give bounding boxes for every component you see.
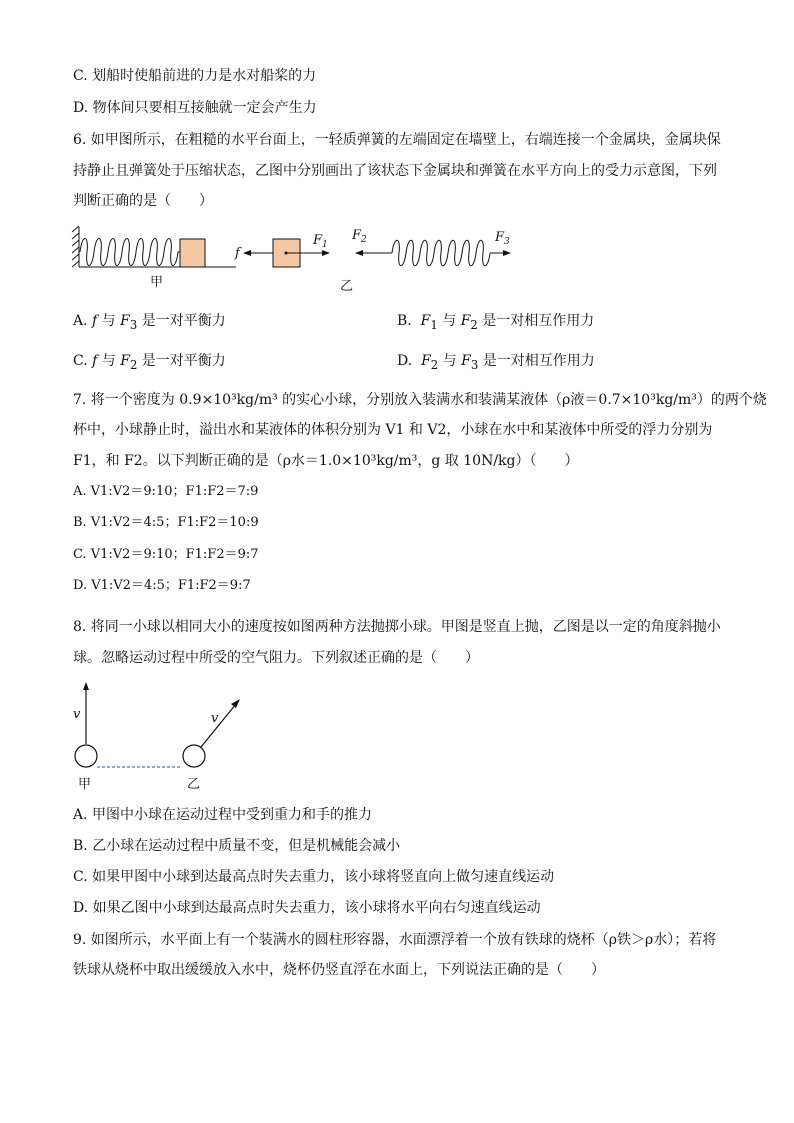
q8-figure (68, 676, 248, 796)
q8-option-c: C. 如果甲图中小球到达最高点时失去重力，该小球将竖直向上做匀速直线运动 (73, 869, 555, 885)
force-F1-label: $F_1$ (313, 233, 328, 250)
q9-line-2: 铁球从烧杯中取出缓缓放入水中，烧杯仍竖直浮在水面上，下列说法正确的是（ ） (73, 962, 605, 978)
q7-line-2: 杯中，小球静止时，溢出水和某液体的体积分别为 V1 和 V2，小球在水中和某液体中所受的浮力分别为 (73, 422, 713, 438)
option-d-prev: D. 物体间只要相互接触就一定会产生力 (73, 100, 317, 116)
arrow-F3 (503, 250, 511, 256)
force-F2-label: $F_2$ (352, 228, 367, 245)
q8-option-b: B. 乙小球在运动过程中质量不变，但是机械能会减小 (73, 838, 401, 854)
arrow-F1 (322, 250, 330, 256)
q7-line-1: 7. 将一个密度为 0.9×10³kg/m³ 的实心小球，分别放入装满水和装满某液体（ρ液＝0.7×10³kg/m³）的两个烧 (73, 392, 767, 408)
q6-line-1: 6. 如甲图所示，在粗糙的水平台面上，一轻质弹簧的左端固定在墙壁上，右端连接一个金属块，金属块保 (73, 132, 721, 148)
q8-line-1: 8. 将同一小球以相同大小的速度按如图两种方法抛掷小球。甲图是竖直上抛，乙图是以一定的角度斜抛小 (73, 619, 721, 635)
label-jia-q8: 甲 (78, 777, 92, 792)
q6-option-a: A. f 与 $F_3$ 是一对平衡力 (73, 313, 226, 332)
force-F3-label: $F_3$ (495, 230, 510, 247)
q8-line-2: 球。忽略运动过程中所受的空气阻力。下列叙述正确的是（ ） (73, 650, 479, 666)
q7-line-3: F1，和 F2。以下判断正确的是（ρ水＝1.0×10³kg/m³，g 取 10N/kg）（ ） (73, 453, 579, 469)
ball-jia (75, 745, 97, 767)
q7-option-d: D. V1:V2＝4:5；F1:F2＝9:7 (73, 578, 251, 593)
q7-option-b: B. V1:V2＝4:5；F1:F2＝10:9 (73, 515, 259, 530)
label-yi: 乙 (340, 279, 354, 294)
q7-option-c: C. V1:V2＝9:10；F1:F2＝9:7 (73, 547, 259, 562)
q6-option-d: D. $F_2$ 与 $F_3$ 是一对相互作用力 (397, 353, 595, 372)
ball-yi (183, 745, 205, 767)
q6-line-2: 持静止且弹簧处于压缩状态，乙图中分别画出了该状态下金属块和弹簧在水平方向上的受力示意图，下列 (73, 163, 717, 179)
arrow-F2 (355, 250, 363, 256)
velocity-label-jia: v (73, 707, 81, 722)
q7-option-a: A. V1:V2＝9:10；F1:F2＝7:9 (73, 484, 259, 499)
q6-option-b: B. $F_1$ 与 $F_2$ 是一对相互作用力 (397, 313, 595, 332)
arrow-yi (231, 699, 240, 708)
spring-jia (80, 239, 180, 266)
label-yi-q8: 乙 (187, 777, 201, 792)
wall-hatch (72, 226, 236, 267)
label-jia: 甲 (150, 275, 164, 290)
option-c-prev: C. 划船时使船前进的力是水对船桨的力 (73, 68, 317, 84)
q6-figure (70, 222, 530, 294)
q9-line-1: 9. 如图所示，水平面上有一个装满水的圆柱形容器，水面漂浮着一个放有铁球的烧杯（ρ铁＞ρ水）；若将 (73, 932, 717, 948)
q8-option-d: D. 如果乙图中小球到达最高点时失去重力，该小球将水平向右匀速直线运动 (73, 900, 541, 916)
metal-block-jia (180, 239, 205, 267)
arrow-f (243, 250, 251, 256)
velocity-label-yi: v (211, 711, 219, 726)
q6-line-3: 判断正确的是（ ） (73, 193, 213, 209)
force-f-label: f (235, 246, 240, 261)
spring-yi (392, 240, 490, 266)
q6-option-c: C. f 与 $F_2$ 是一对平衡力 (73, 353, 226, 372)
arrow-jia (83, 682, 89, 690)
q8-option-a: A. 甲图中小球在运动过程中受到重力和手的推力 (73, 807, 373, 823)
